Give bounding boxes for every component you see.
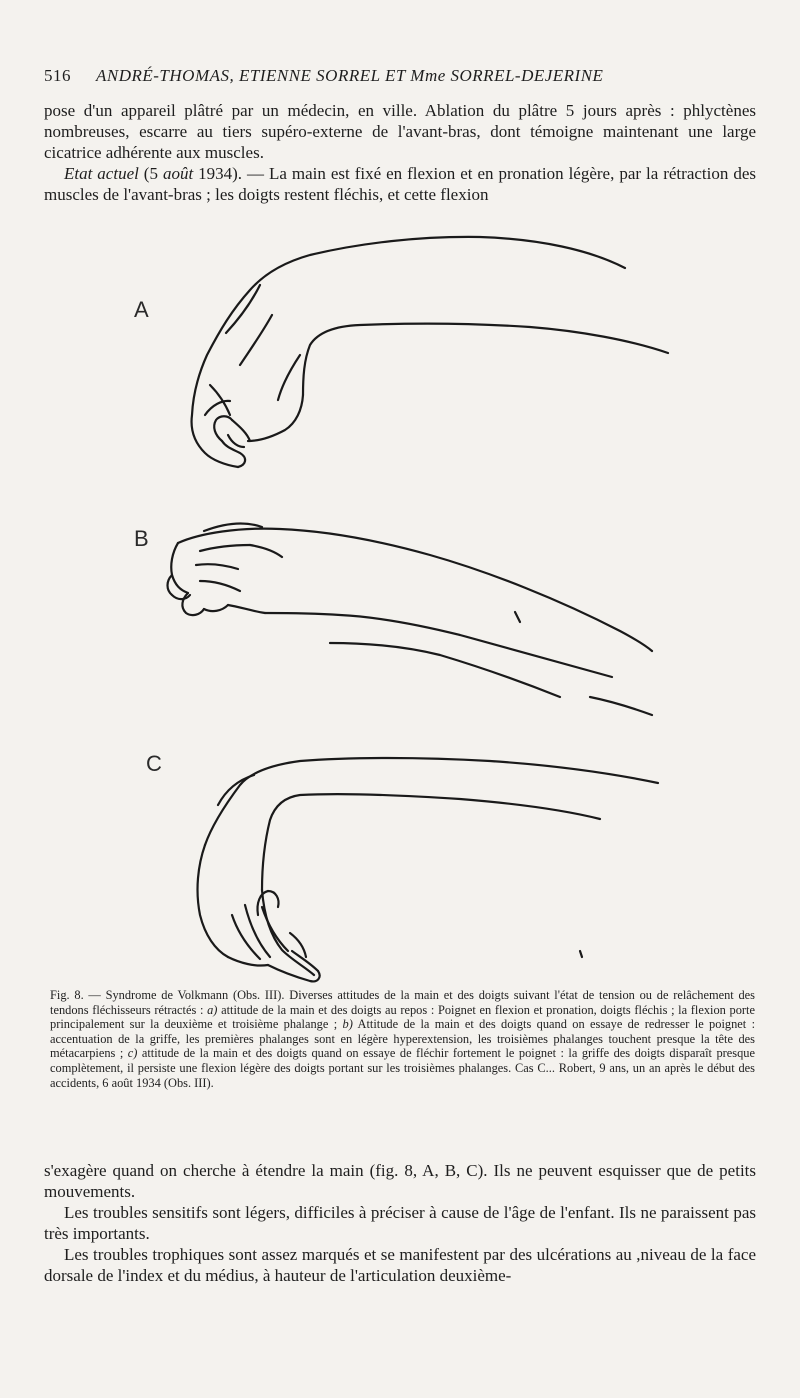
caption-text: attitude de la main et des doigts quand on essaye de fléchir fortement le poignet : la griffe des doigts disparaît presque complètement, il persiste une flexion légère des doigts portant sur les troisièmes phalanges. Cas C... Robert, 9 ans, un an après le début des accidents, 6 août 1934 (Obs. III). — [50, 1046, 756, 1090]
caption-text: Diverses attitudes de la main et des doigts suivant l'état de tension ou de relâchement des tendons fléchisseurs rétractés : — [50, 988, 755, 1017]
figure-label-c: C — [146, 751, 162, 776]
paragraph: pose d'un appareil plâtré par un médecin, en ville. Ablation du plâtre 5 jours après : phlyctènes nombreuses, escarre au tiers supéro-externe de l'avant-bras, dont témoigne maintenant une large cicatrice adhérente aux muscles. — [44, 101, 756, 162]
figure-caption — [50, 988, 755, 1090]
figure-label-a: A — [134, 297, 149, 322]
figure-label-b: B — [134, 526, 149, 551]
date-month: août — [162, 164, 194, 183]
page-header — [44, 66, 756, 90]
caption-marker-c: c) — [127, 1046, 138, 1061]
hand-drawing-b — [168, 524, 653, 715]
date-open: (5 — [138, 164, 163, 183]
running-title: ANDRÉ-THOMAS, ETIENNE SORREL ET Mme SORREL-DEJERINE — [96, 66, 604, 85]
paragraph: s'exagère quand on cherche à étendre la main (fig. 8, A, B, C). Ils ne peuvent esquisser que de petits mouvements. — [44, 1161, 756, 1201]
paragraph: Les troubles sensitifs sont légers, difficiles à préciser à cause de l'âge de l'enfant. Ils ne paraissent pas très importants. — [44, 1203, 756, 1243]
bottom-body-text — [44, 1160, 756, 1286]
figure-8 — [0, 215, 800, 990]
caption-text: attitude de la main et des doigts au repos : Poignet en flexion et pronation, doigts fléchis ; la flexion porte principalement sur la deuxième et troisième phalange ; — [50, 1002, 755, 1032]
caption-title: Syndrome de Volkmann (Obs. III). — [105, 988, 290, 1002]
hand-drawing-a — [192, 237, 668, 467]
page-number: 516 — [44, 66, 71, 85]
caption-marker-b: b) — [342, 1017, 353, 1032]
paragraph: Les troubles trophiques sont assez marqués et se manifestent par des ulcérations au ,niveau de la face dorsale de l'index et du médius, à hauteur de l'articulation deuxième- — [44, 1245, 756, 1285]
top-body-text — [44, 100, 756, 205]
section-label: Etat actuel — [64, 164, 139, 183]
hand-drawing-c — [198, 758, 658, 981]
paragraph-etat-actuel — [44, 163, 756, 205]
caption-label: Fig. 8. — — [50, 988, 106, 1002]
paragraph-text: La main est fixé en flexion et en pronation légère, par la rétraction des muscles de l'avant-bras ; les doigts restent fléchis, et cette flexion — [44, 164, 756, 204]
date-close: 1934). — — [193, 164, 269, 183]
caption-text: Attitude de la main et des doigts quand on essaye de redresser le poignet : accentuation de la griffe, les premières phalanges sont en légère hyperextension, les troisièmes phalanges touchent presque la tête des métacarpiens ; — [50, 1017, 756, 1061]
hand-drawings — [0, 215, 800, 990]
caption-marker-a: a) — [207, 1002, 218, 1017]
